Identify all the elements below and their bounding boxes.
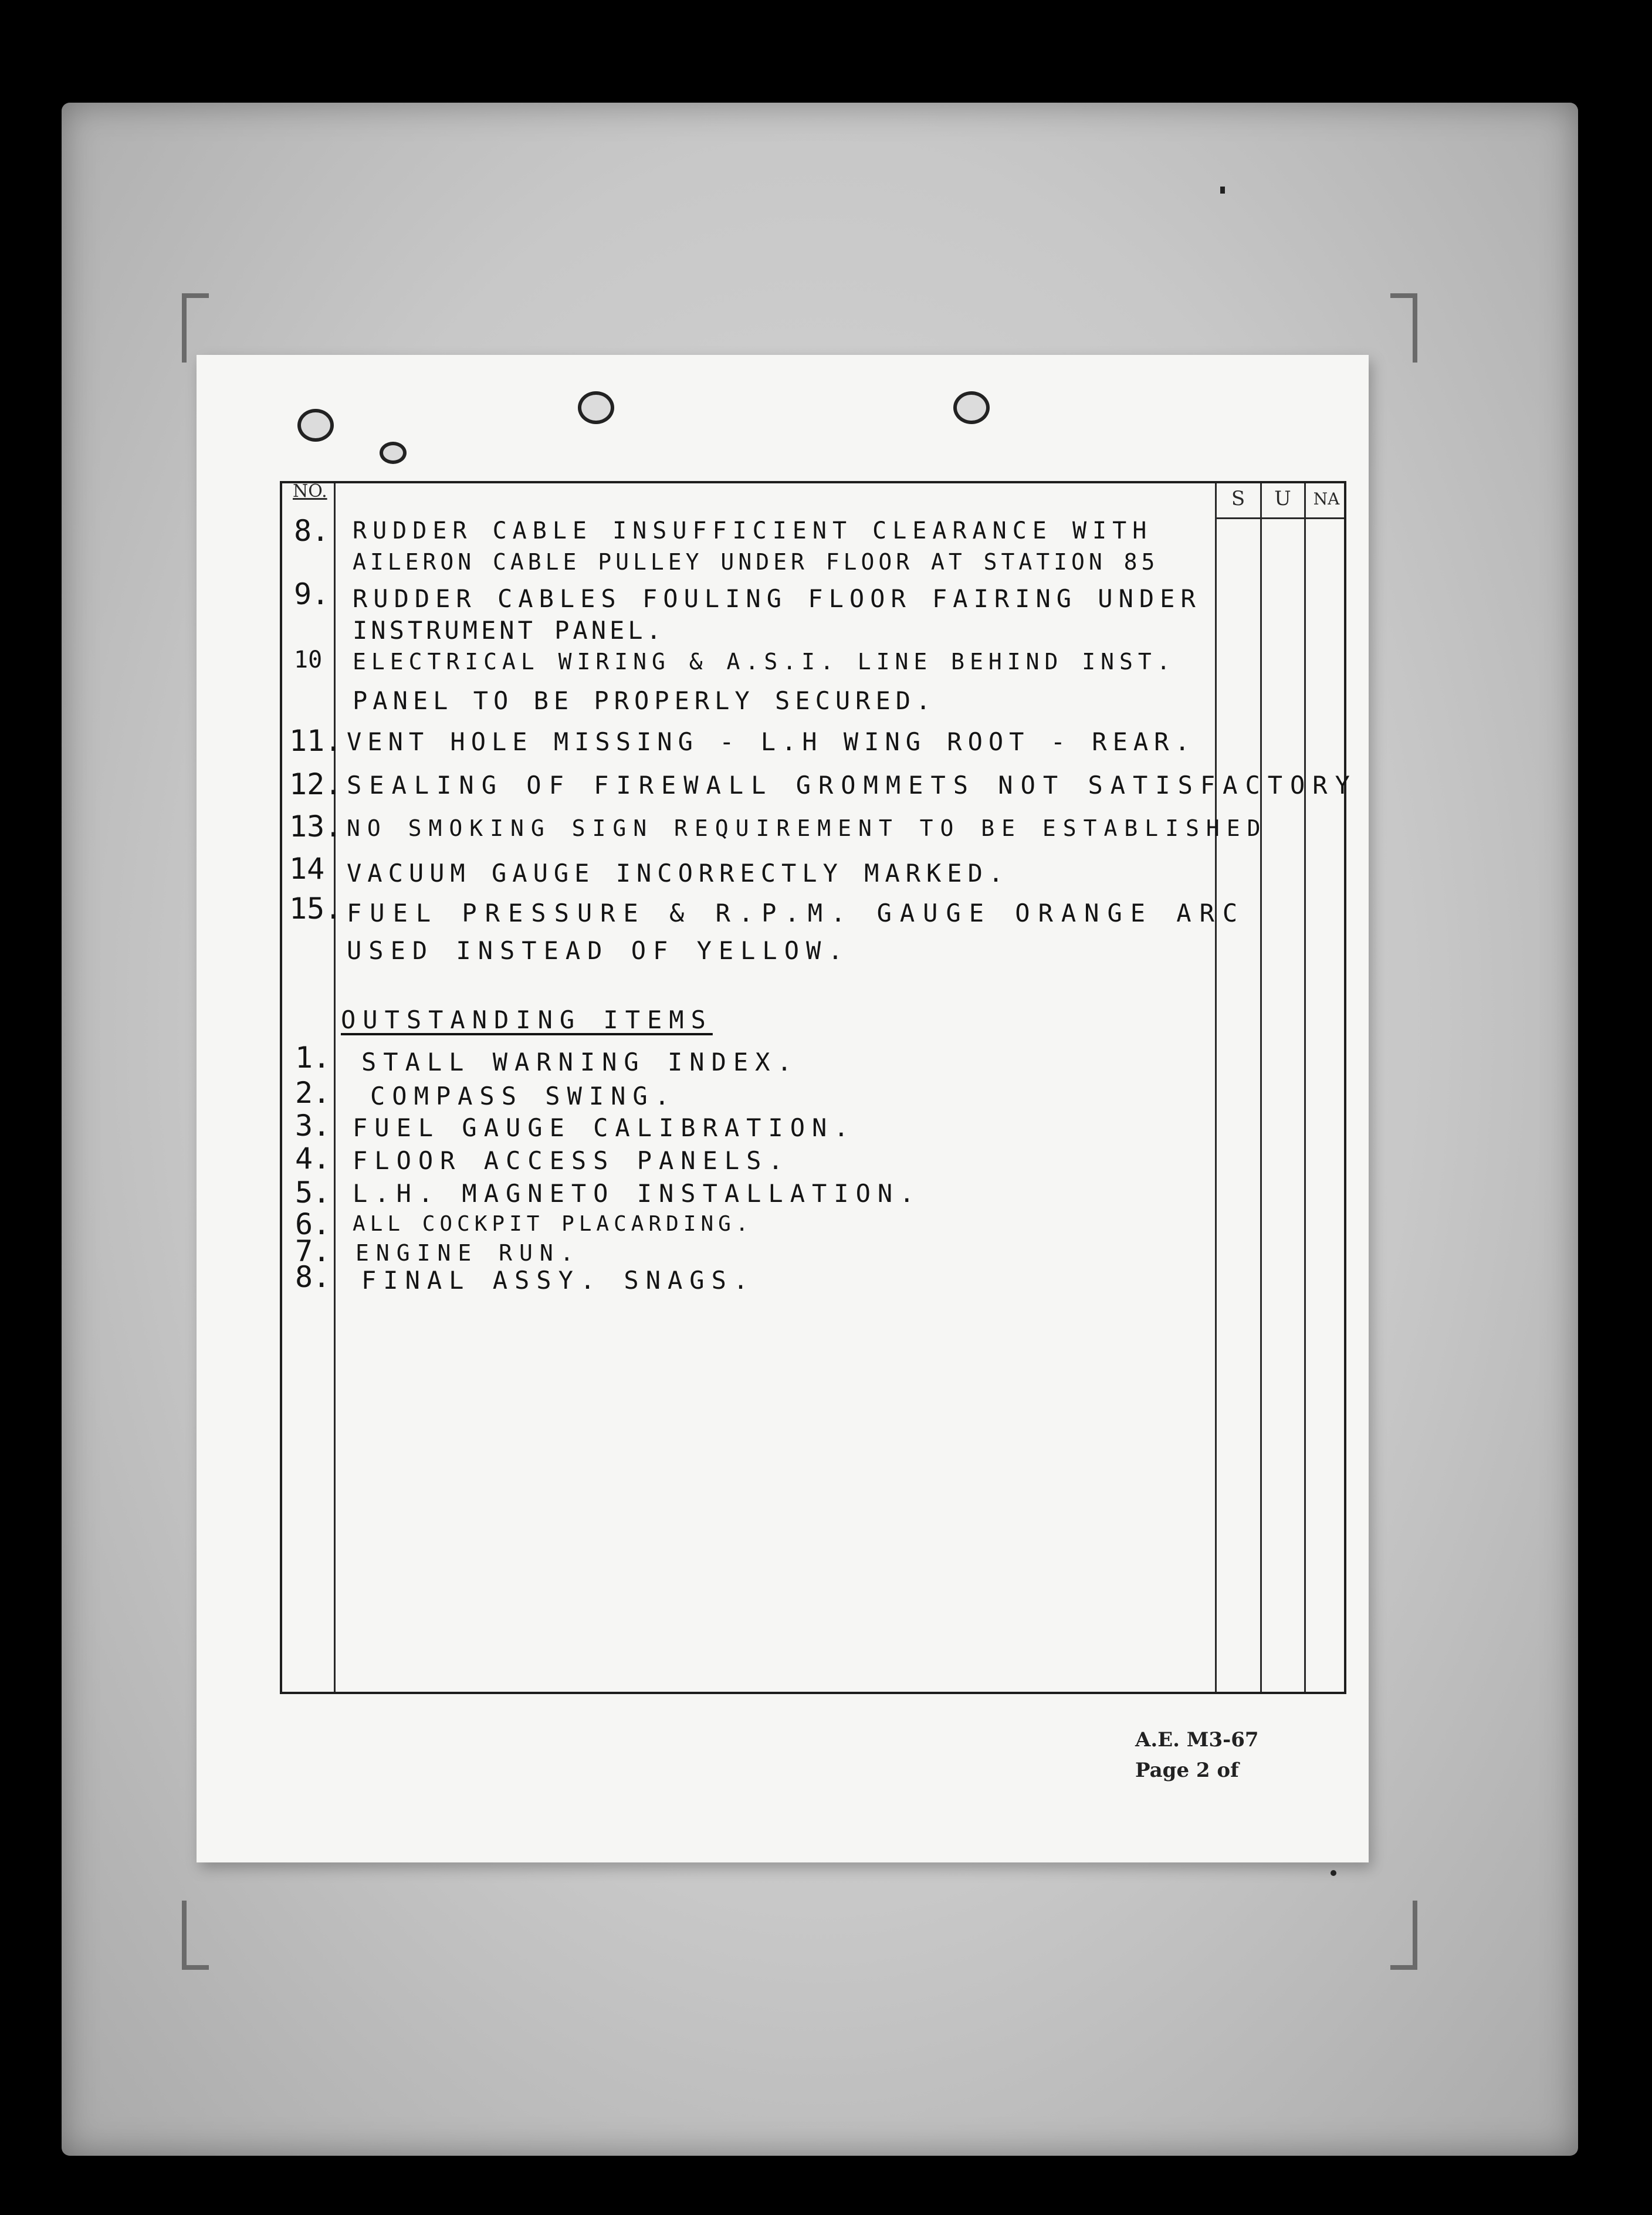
- outstanding-number: 8.: [295, 1260, 331, 1294]
- outstanding-number: 7.: [295, 1234, 331, 1268]
- item-text: ELECTRICAL WIRING & A.S.I. LINE BEHIND INST.: [353, 649, 1176, 675]
- outstanding-number: 3.: [295, 1109, 331, 1143]
- item-number: 14: [289, 852, 325, 886]
- header-rule: [1215, 517, 1344, 519]
- punch-hole: [380, 442, 407, 464]
- outstanding-item-text: L.H. MAGNETO INSTALLATION.: [353, 1179, 922, 1208]
- item-text: FUEL PRESSURE & R.P.M. GAUGE ORANGE ARC: [347, 899, 1246, 927]
- item-text: NO SMOKING SIGN REQUIREMENT TO BE ESTABLISHED: [347, 815, 1268, 841]
- outstanding-item-text: STALL WARNING INDEX.: [361, 1048, 799, 1076]
- outstanding-number: 5.: [295, 1176, 331, 1210]
- outstanding-number: 2.: [295, 1076, 331, 1110]
- column-header-u: U: [1274, 487, 1291, 510]
- punch-hole: [297, 409, 334, 442]
- column-divider-u: [1260, 483, 1262, 1692]
- column-divider-s: [1215, 483, 1217, 1692]
- item-number: 13.: [289, 810, 343, 844]
- item-text: PANEL TO BE PROPERLY SECURED.: [353, 686, 936, 715]
- crop-mark-bottom-right: [1390, 1901, 1417, 1970]
- outstanding-item-text: ENGINE RUN.: [356, 1240, 581, 1266]
- item-text: AILERON CABLE PULLEY UNDER FLOOR AT STATION 85: [353, 549, 1159, 575]
- outstanding-item-text: FUEL GAUGE CALIBRATION.: [353, 1113, 856, 1142]
- column-divider-na: [1304, 483, 1306, 1692]
- column-header-no: NO.: [293, 481, 327, 502]
- item-text: RUDDER CABLE INSUFFICIENT CLEARANCE WITH: [353, 517, 1153, 544]
- column-header-s: S: [1231, 487, 1245, 510]
- inspection-sheet: [197, 355, 1369, 1862]
- column-divider-no: [334, 483, 336, 1692]
- outstanding-number: 1.: [295, 1041, 331, 1075]
- outstanding-item-text: COMPASS SWING.: [370, 1082, 677, 1110]
- column-header-na: NA: [1313, 489, 1340, 509]
- punch-hole: [953, 391, 990, 424]
- page-number: Page 2 of: [1135, 1759, 1239, 1782]
- outstanding-number: 6.: [295, 1207, 331, 1241]
- item-number: 9.: [294, 577, 330, 611]
- outstanding-item-text: FLOOR ACCESS PANELS.: [353, 1146, 790, 1175]
- snag-list-table: [280, 481, 1358, 1694]
- crop-mark-top-left: [182, 293, 209, 363]
- item-number: 12.: [289, 767, 343, 801]
- item-number: 8.: [294, 514, 330, 548]
- crop-mark-bottom-left: [182, 1901, 209, 1970]
- outstanding-item-text: ALL COCKPIT PLACARDING.: [353, 1212, 753, 1236]
- punch-hole: [578, 391, 614, 424]
- item-number: 11.: [289, 724, 343, 758]
- item-number: 15.: [289, 892, 343, 926]
- dust-speck: [1220, 187, 1225, 194]
- item-text: INSTRUMENT PANEL.: [353, 616, 665, 645]
- item-text: USED INSTEAD OF YELLOW.: [347, 936, 850, 965]
- item-number: 10: [294, 646, 323, 673]
- crop-mark-top-right: [1390, 293, 1417, 363]
- form-reference: [1135, 1725, 1259, 1786]
- item-text: RUDDER CABLES FOULING FLOOR FAIRING UNDER: [353, 584, 1201, 613]
- form-number: A.E. M3-67: [1135, 1728, 1259, 1752]
- item-text: VENT HOLE MISSING - L.H WING ROOT - REAR.: [347, 727, 1196, 756]
- outstanding-item-text: FINAL ASSY. SNAGS.: [361, 1266, 756, 1295]
- item-text: VACUUM GAUGE INCORRECTLY MARKED.: [347, 859, 1010, 888]
- item-text: SEALING OF FIREWALL GROMMETS NOT SATISFACTORY: [347, 771, 1358, 800]
- outstanding-items-heading: OUTSTANDING ITEMS: [341, 1005, 713, 1034]
- outstanding-number: 4.: [295, 1142, 331, 1176]
- dust-speck: [1331, 1870, 1336, 1876]
